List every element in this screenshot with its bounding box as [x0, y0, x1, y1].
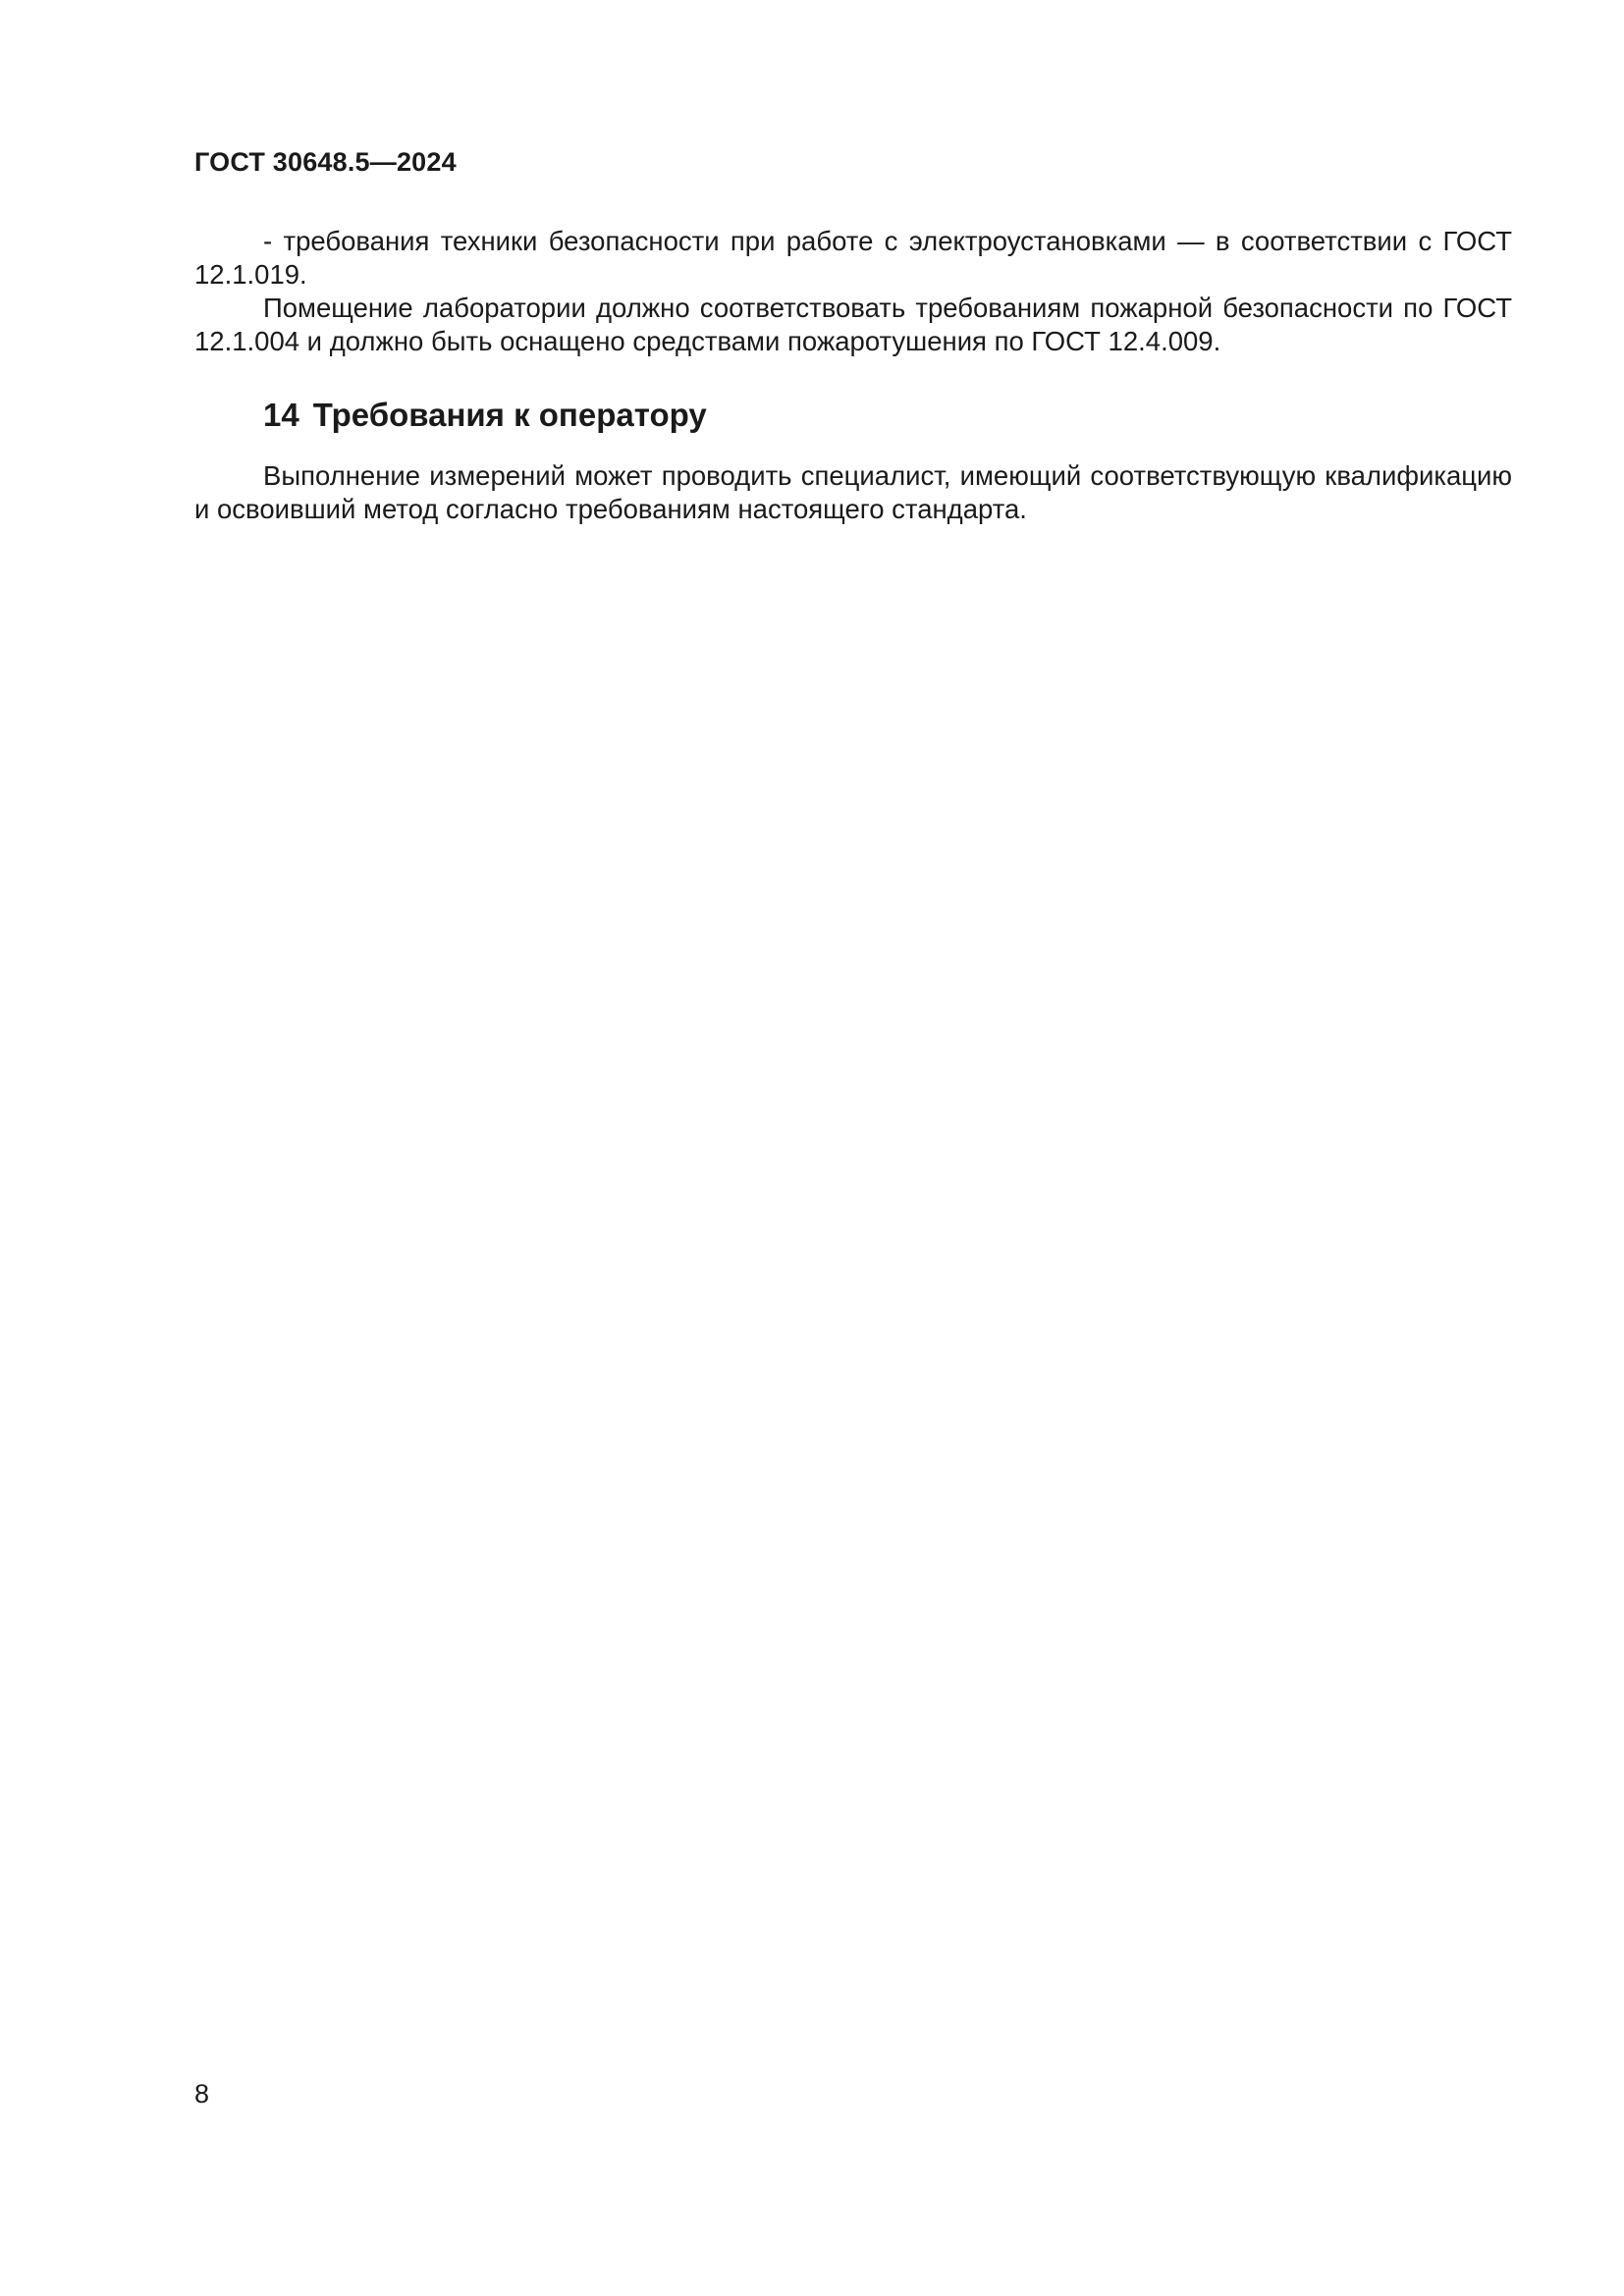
- section-heading: [263, 397, 707, 434]
- document-code-header: ГОСТ 30648.5—2024: [194, 147, 457, 177]
- section-14-body: [194, 459, 1512, 526]
- paragraph-electrical-safety: - требования техники безопасности при работе с электроустановками — в соответствии с ГОСТ 12.1.019.: [194, 226, 1512, 290]
- paragraph-fire-safety: Помещение лаборатории должно соответствовать требованиям пожарной безопасности по ГОСТ 12.1.004 и должно быть оснащено средствами пожаротушения по ГОСТ 12.4.009.: [194, 293, 1512, 356]
- page-number: 8: [194, 2079, 210, 2109]
- section-number: 14: [263, 397, 299, 433]
- section-13-tail: [194, 225, 1512, 358]
- paragraph-operator-requirements: Выполнение измерений может проводить специалист, имеющий соответствующую квалификацию и освоивший метод согласно требованиям настоящего стандарта.: [194, 460, 1512, 524]
- section-title: Требования к оператору: [312, 397, 707, 433]
